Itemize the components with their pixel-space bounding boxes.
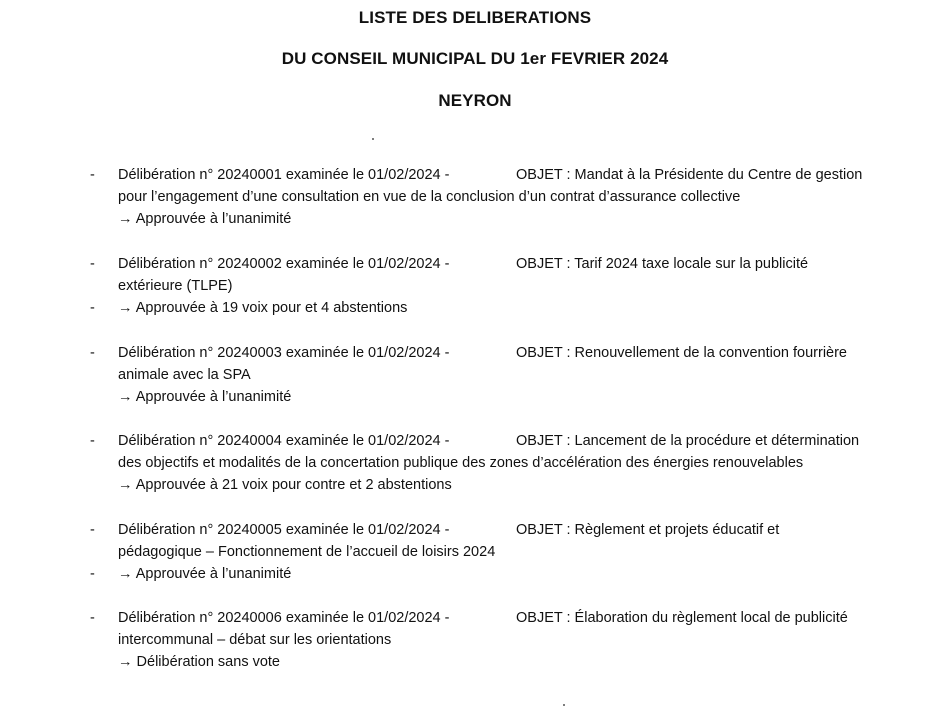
- deliberation-entry: [0, 430, 950, 496]
- bullet-dash: -: [90, 522, 95, 538]
- entry-result-line: [0, 386, 950, 408]
- deliberation-objet: OBJET : Lancement de la procédure et détermination: [516, 433, 860, 449]
- entry-continuation-line: [0, 629, 950, 651]
- entry-result-line: [0, 474, 950, 496]
- deliberation-objet: OBJET : Élaboration du règlement local de publicité: [516, 610, 848, 626]
- deliberation-entry: [0, 164, 950, 230]
- entry-header-line: [0, 430, 950, 452]
- bullet-dash: -: [90, 167, 95, 183]
- document-title: LISTE DES DELIBERATIONS: [358, 8, 592, 27]
- deliberation-entry: [0, 253, 950, 319]
- entry-header-line: [0, 164, 950, 186]
- entry-result-line: [0, 208, 950, 230]
- entry-continuation-line: [0, 364, 950, 386]
- deliberation-objet: OBJET : Renouvellement de la convention fourrière: [516, 345, 847, 361]
- vote-result: → Approuvée à 19 voix pour et 4 abstentions: [118, 300, 408, 316]
- vote-result: → Approuvée à l’unanimité: [118, 389, 292, 405]
- entry-continuation-line: [0, 186, 950, 208]
- deliberation-entry: [0, 519, 950, 585]
- objet-continuation: pédagogique – Fonctionnement de l’accueil de loisirs 2024: [118, 544, 496, 560]
- entry-continuation-line: [0, 275, 950, 297]
- deliberation-objet: OBJET : Mandat à la Présidente du Centre de gestion: [516, 167, 863, 183]
- vote-result: → Délibération sans vote: [118, 654, 280, 670]
- deliberation-reference: Délibération n° 20240001 examinée le 01/02/2024 -: [118, 167, 450, 183]
- document-subtitle: DU CONSEIL MUNICIPAL DU 1er FEVRIER 2024: [281, 49, 669, 68]
- entry-header-line: [0, 342, 950, 364]
- bullet-dash: -: [90, 345, 95, 361]
- entry-continuation-line: [0, 541, 950, 563]
- commune-name: NEYRON: [438, 91, 512, 110]
- deliberation-reference: Délibération n° 20240004 examinée le 01/02/2024 -: [118, 433, 450, 449]
- objet-continuation: extérieure (TLPE): [118, 278, 233, 294]
- deliberation-entry: [0, 342, 950, 408]
- deliberation-reference: Délibération n° 20240006 examinée le 01/02/2024 -: [118, 610, 450, 626]
- entry-header-line: [0, 607, 950, 629]
- deliberation-entry: [0, 607, 950, 673]
- scan-speck: [372, 138, 374, 140]
- vote-result: → Approuvée à l’unanimité: [118, 211, 292, 227]
- entry-header-line: [0, 253, 950, 275]
- vote-result: → Approuvée à l’unanimité: [118, 566, 292, 582]
- vote-result: → Approuvée à 21 voix pour contre et 2 abstentions: [118, 477, 452, 493]
- objet-continuation: animale avec la SPA: [118, 367, 251, 383]
- scan-speck: [563, 704, 565, 706]
- entry-continuation-line: [0, 452, 950, 474]
- entry-result-line: [0, 297, 950, 319]
- deliberation-reference: Délibération n° 20240003 examinée le 01/02/2024 -: [118, 345, 450, 361]
- deliberation-objet: OBJET : Tarif 2024 taxe locale sur la publicité: [516, 256, 809, 272]
- bullet-dash: -: [90, 566, 95, 582]
- deliberation-objet: OBJET : Règlement et projets éducatif et: [516, 522, 780, 538]
- objet-continuation: intercommunal – débat sur les orientations: [118, 632, 392, 648]
- bullet-dash: -: [90, 256, 95, 272]
- deliberation-reference: Délibération n° 20240005 examinée le 01/02/2024 -: [118, 522, 450, 538]
- entry-result-line: [0, 651, 950, 673]
- entry-header-line: [0, 519, 950, 541]
- objet-continuation: des objectifs et modalités de la concertation publique des zones d’accélération des énergies renouvelables: [118, 455, 804, 471]
- entry-result-line: [0, 563, 950, 585]
- objet-continuation: pour l’engagement d’une consultation en vue de la conclusion d’un contrat d’assurance collective: [118, 189, 741, 205]
- deliberation-reference: Délibération n° 20240002 examinée le 01/02/2024 -: [118, 256, 450, 272]
- bullet-dash: -: [90, 300, 95, 316]
- bullet-dash: -: [90, 610, 95, 626]
- bullet-dash: -: [90, 433, 95, 449]
